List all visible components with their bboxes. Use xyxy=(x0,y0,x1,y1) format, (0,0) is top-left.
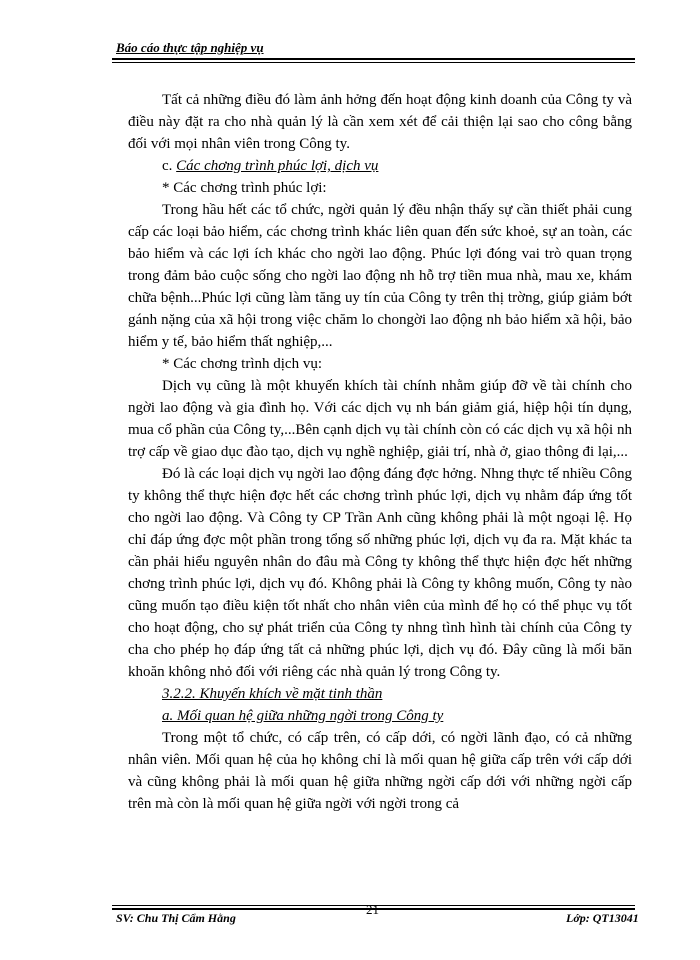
section-heading-text: 3.2.2. Khuyến khích về mặt tinh thần xyxy=(162,686,383,702)
paragraph: Dịch vụ cũng là một khuyến khích tài chính nhằm giúp đỡ về tài chính cho ngời lao động và gia đình họ. Với các dịch vụ nh bán giảm giá, hiệp hội tín dụng, mua cổ phần của Công ty,...Bên cạnh dịch vụ tài chính còn có các dịch vụ xã hội nh trợ cấp về giao dục đào tạo, dịch vụ nghề nghiệp, giải trí, nhà ở, giao thông đi lại,... xyxy=(128,378,632,460)
footer-student: SV: Chu Thị Cẩm Hằng xyxy=(116,911,236,925)
subheading-c-text: Các chơng trình phúc lợi, dịch vụ xyxy=(176,158,379,174)
paragraph: Trong một tổ chức, có cấp trên, có cấp dới, có ngời lãnh đạo, có cả những nhân viên. Mối quan hệ của họ không chỉ là mối quan hệ giữa cấp trên với cấp dới và cũng không phải là mối quan hệ giữa những ngời cấp dới với những ngời cấp trên mà còn là mối quan hệ giữa ngời với ngời trong cả xyxy=(128,730,632,812)
page-number: 21 xyxy=(366,902,379,917)
subheading-c xyxy=(128,155,632,177)
paragraph: Tất cả những điều đó làm ảnh hởng đến hoạt động kinh doanh của Công ty và điều này đặt ra cho nhà quản lý là cần xem xét để cải thiện lại sao cho công bằng đối với mọi nhân viên trong Công ty. xyxy=(128,92,632,152)
subheading-a xyxy=(128,705,632,727)
footer-class: Lớp: QT13041 xyxy=(566,911,639,925)
header-title: Báo cáo thực tập nghiệp vụ xyxy=(116,40,264,55)
header-rule-thin xyxy=(112,62,635,63)
paragraph: Đó là các loại dịch vụ ngời lao động đáng đợc hởng. Nhng thực tế nhiều Công ty không thể thực hiện đợc hết các chơng trình phúc lợi, dịch vụ nhằm đáp ứng tốt cho ngời lao động. Và Công ty CP Trần Anh cũng không phải là một ngoại lệ. Họ chỉ đáp ứng đợc một phần trong tổng số những phúc lợi, dịch vụ đa ra. Mặt khác ta cần phải hiểu nguyên nhân do đâu mà Công ty không thể thực hiện đợc hết những chơng trình phúc lợi, dịch vụ đó. Không phải là Công ty không muốn, Công ty nào cũng muốn tạo điều kiện tốt nhất cho nhân viên của mình để họ có thể phục vụ tốt cho hoạt động, cho sự phát triển của Công ty nhng tình hình tài chính của Công ty cha cho phép họ đáp ứng tất cả những phúc lợi, dịch vụ đó. Đây cũng là mối băn khoăn không nhỏ đối với riêng các nhà quản lý trong Công ty. xyxy=(128,466,632,680)
section-heading xyxy=(128,683,632,705)
bullet-heading-services: * Các chơng trình dịch vụ: xyxy=(162,356,322,372)
document-body xyxy=(128,89,632,815)
subheading-a-text: a. Mối quan hệ giữa những ngời trong Công ty xyxy=(162,708,444,724)
paragraph: Trong hầu hết các tổ chức, ngời quản lý đều nhận thấy sự cần thiết phải cung cấp các loại bảo hiểm, các chơng trình khác liên quan đến sức khoẻ, sự an toàn, các bảo hiểm và các lợi ích khác cho ngời lao động. Phúc lợi đóng vai trò quan trọng trong đảm bảo cuộc sống cho ngời lao động nh hỗ trợ tiền mua nhà, mau xe, khám chữa bệnh...Phúc lợi cũng làm tăng uy tín của Công ty trên thị trờng, giúp giảm bớt gánh nặng của xã hội trong việc chăm lo chongời lao động nh bảo hiểm xã hội, bảo hiểm y tế, bảo hiểm thất nghiệp,... xyxy=(128,202,632,350)
subheading-c-prefix: c. xyxy=(162,158,177,174)
bullet-heading-welfare: * Các chơng trình phúc lợi: xyxy=(162,180,327,196)
header-rule xyxy=(112,58,635,60)
